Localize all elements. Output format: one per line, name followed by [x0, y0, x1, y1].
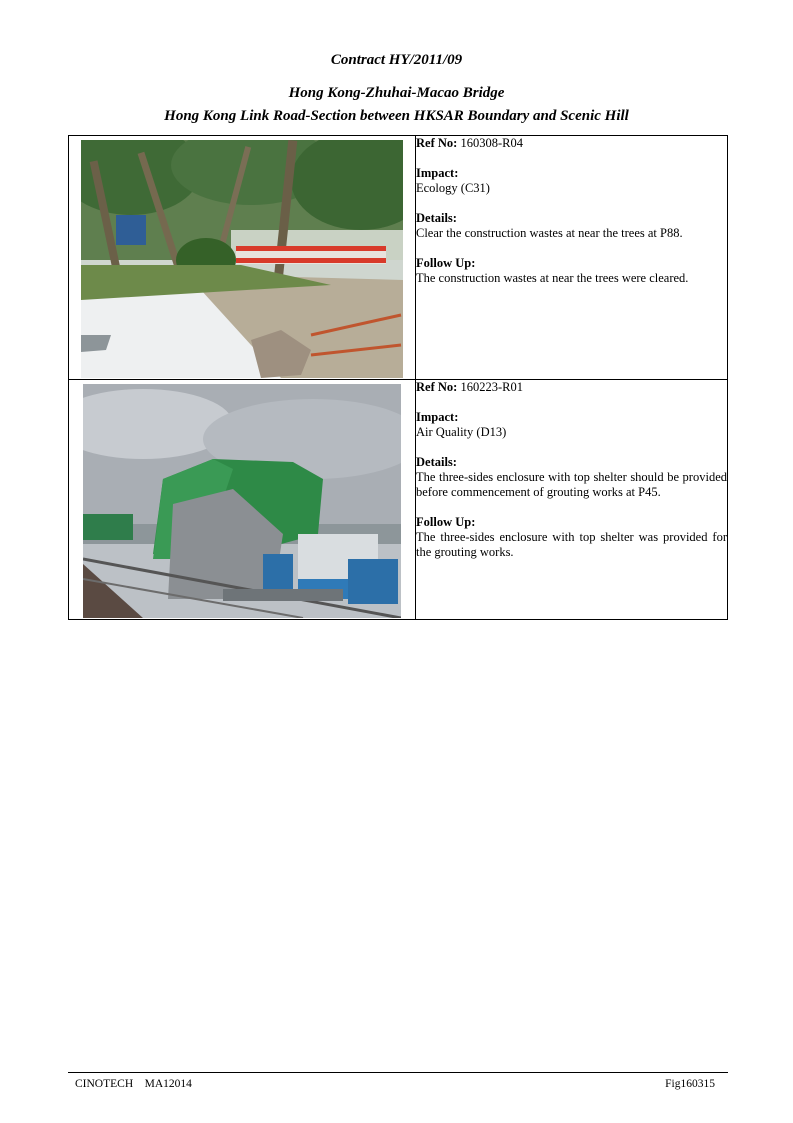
follow-up-field — [416, 256, 727, 286]
impact-label: Impact: — [416, 410, 459, 424]
footer-divider — [68, 1072, 728, 1073]
ref-field — [416, 136, 727, 151]
impact-value: Air Quality (D13) — [416, 425, 507, 439]
follow-up-label: Follow Up: — [416, 515, 476, 529]
footer-left — [75, 1078, 192, 1090]
site-photo-enclosure — [83, 384, 401, 618]
follow-up-value: The construction wastes at near the trees were cleared. — [416, 271, 689, 285]
project-title: Hong Kong-Zhuhai-Macao Bridge — [288, 85, 505, 101]
follow-up-value: The three-sides enclosure with top shelter was provided for the grouting works. — [416, 530, 727, 559]
ref-label: Ref No: — [416, 380, 458, 394]
ref-field — [416, 380, 727, 395]
footer-company: CINOTECH — [75, 1078, 134, 1090]
impact-field — [416, 410, 727, 440]
footer-report: MA12014 — [144, 1078, 192, 1090]
ref-value: 160223-R01 — [460, 380, 523, 394]
follow-up-label: Follow Up: — [416, 256, 476, 270]
details-cell — [416, 136, 728, 380]
impact-label: Impact: — [416, 166, 459, 180]
contract-title: Contract HY/2011/09 — [330, 52, 463, 68]
impact-value: Ecology (C31) — [416, 181, 490, 195]
photo-cell — [69, 380, 416, 620]
table-row — [69, 380, 728, 620]
follow-up-field — [416, 515, 727, 560]
details-field — [416, 455, 727, 500]
details-cell — [416, 380, 728, 620]
footer-figure: Fig160315 — [665, 1078, 715, 1090]
details-value: The three-sides enclosure with top shelter should be provided before commencement of grouting works at P45. — [416, 470, 727, 499]
details-label: Details: — [416, 211, 457, 225]
table-row — [69, 136, 728, 380]
site-photo-trees — [81, 140, 403, 378]
photo-cell — [69, 136, 416, 380]
impact-field — [416, 166, 727, 196]
details-value: Clear the construction wastes at near the trees at P88. — [416, 226, 683, 240]
ref-value: 160308-R04 — [460, 136, 523, 150]
ref-label: Ref No: — [416, 136, 458, 150]
section-title: Hong Kong Link Road-Section between HKSAR Boundary and Scenic Hill — [164, 108, 629, 124]
details-field — [416, 211, 727, 241]
observation-table — [68, 135, 728, 620]
details-label: Details: — [416, 455, 457, 469]
